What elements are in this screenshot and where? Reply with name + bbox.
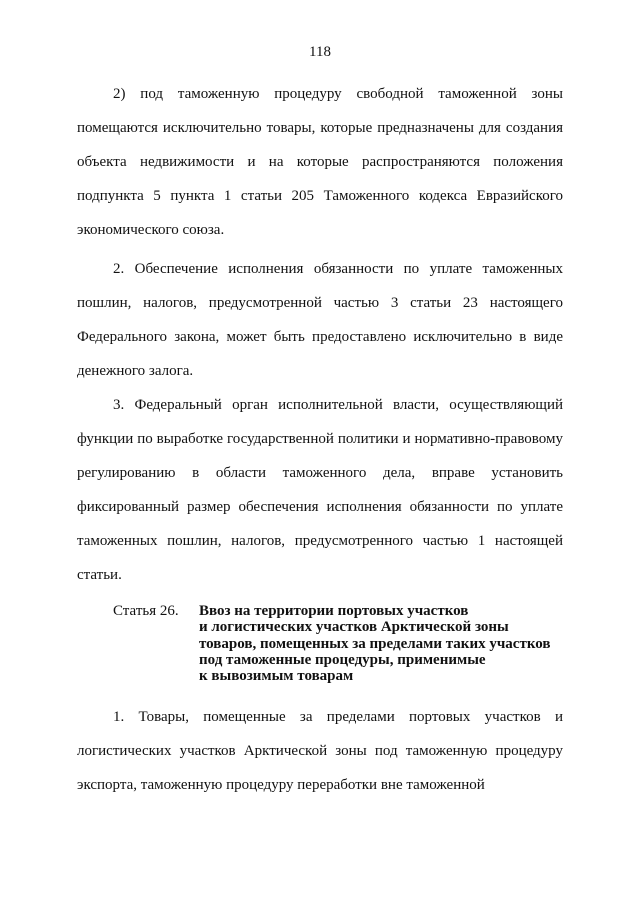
paragraph-article-26-item-1 (77, 700, 563, 802)
article-title-line: и логистических участков Арктической зоны (199, 619, 509, 636)
article-title-line: под таможенные процедуры, применимые (199, 651, 486, 668)
paragraph-item-3 (77, 388, 563, 593)
article-title (199, 603, 563, 684)
paragraph-text: 2) под таможенную процедуру свободной таможенной зоны помещаются исключительно товары, которые предназначены для создания объекта недвижимости и на которые распространяются положения подпункта 5 пункта 1 статьи 205 Таможенного кодекса Евразийского экономического союза. (77, 86, 563, 239)
paragraph-text: 1. Товары, помещенные за пределами портовых участков и логистических участков Арктической зоны под таможенную процедуру экспорта, таможенную процедуру переработки вне таможенной (77, 709, 563, 794)
article-number: Статья 26. (113, 603, 179, 619)
page-number: 118 (309, 44, 331, 60)
article-title-line: товаров, помещенных за пределами таких участков (199, 635, 551, 652)
paragraph-subitem-2 (77, 77, 563, 247)
article-title-line: к вывозимым товарам (199, 668, 354, 685)
paragraph-item-2 (77, 252, 563, 388)
paragraph-text: 3. Федеральный орган исполнительной власти, осуществляющий функции по выработке государственной политики и нормативно-правовому регулированию в области таможенного дела, вправе установить фиксированный размер обеспечения исполнения обязанности по уплате таможенных пошлин, налогов, предусмотренного частью 1 настоящей статьи. (77, 397, 563, 584)
paragraph-text: 2. Обеспечение исполнения обязанности по уплате таможенных пошлин, налогов, предусмотренной частью 3 статьи 23 настоящего Федерального закона, может быть предоставлено исключительно в виде денежного залога. (77, 261, 563, 380)
article-title-line: Ввоз на территории портовых участков (199, 603, 469, 619)
